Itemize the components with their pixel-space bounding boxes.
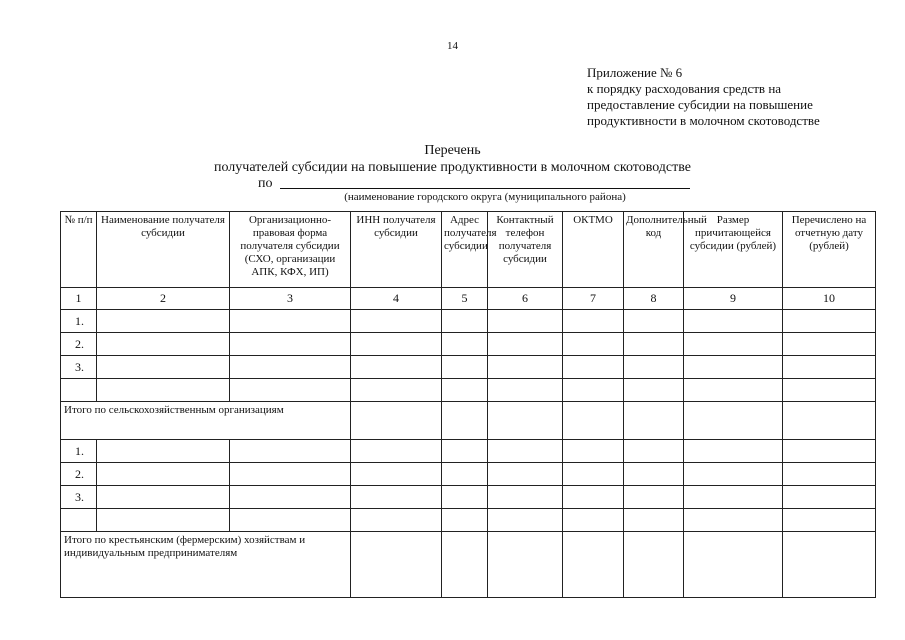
region-caption: (наименование городского округа (муниципального района) (344, 191, 626, 203)
column-number: 8 (624, 288, 684, 310)
col-header-phone: Контактный телефон получателя субсидии (488, 212, 563, 288)
col-header-subsidy-amount: Размер причитающейся субсидии (рублей) (684, 212, 783, 288)
appendix-line-4: продуктивности в молочном скотоводстве (587, 113, 820, 128)
column-number: 5 (442, 288, 488, 310)
appendix-block (587, 65, 820, 129)
row-number (61, 379, 97, 402)
row-number: 1. (61, 310, 97, 333)
region-fill-line (280, 188, 690, 189)
column-number: 2 (97, 288, 230, 310)
total-label-agricultural: Итого по сельскохозяйственным организациям (61, 402, 351, 440)
column-number: 10 (783, 288, 876, 310)
table-row (61, 463, 876, 486)
title-line-2: получателей субсидии на повышение продуктивности в молочном скотоводстве (213, 160, 691, 175)
row-number: 3. (61, 486, 97, 509)
document-title (0, 142, 905, 176)
column-number: 7 (563, 288, 624, 310)
region-prefix: по (258, 176, 273, 191)
column-number: 3 (230, 288, 351, 310)
total-label-farmers: Итого по крестьянским (фермерским) хозяйствам и индивидуальным предпринимателям (61, 532, 351, 598)
table-row (61, 486, 876, 509)
col-header-transferred: Перечислено на отчетную дату (рублей) (783, 212, 876, 288)
total-row-agricultural (61, 402, 876, 440)
column-number: 9 (684, 288, 783, 310)
column-number-row (61, 288, 876, 310)
column-number: 6 (488, 288, 563, 310)
table-row (61, 356, 876, 379)
row-number: 1. (61, 440, 97, 463)
col-header-address: Адрес получателя субсидии (442, 212, 488, 288)
table-row (61, 333, 876, 356)
row-number: 3. (61, 356, 97, 379)
appendix-line-1: Приложение № 6 (587, 65, 683, 80)
row-number (61, 509, 97, 532)
column-number: 4 (351, 288, 442, 310)
col-header-additional-code: Дополнительный код (624, 212, 684, 288)
total-row-farmers (61, 532, 876, 598)
table-row (61, 440, 876, 463)
col-header-oktmo: ОКТМО (563, 212, 624, 288)
table-row (61, 509, 876, 532)
page-number: 14 (447, 40, 458, 52)
appendix-line-2: к порядку расходования средств на (587, 81, 782, 96)
recipients-table (60, 211, 876, 598)
row-number: 2. (61, 333, 97, 356)
col-header-name: Наименование получателя субсидии (97, 212, 230, 288)
col-header-legal-form: Организационно-правовая форма получателя субсидии (СХО, организации АПК, КФХ, ИП) (230, 212, 351, 288)
title-line-1: Перечень (424, 143, 481, 158)
table-header-row (61, 212, 876, 288)
appendix-line-3: предоставление субсидии на повышение (587, 97, 813, 112)
column-number: 1 (61, 288, 97, 310)
table-row (61, 310, 876, 333)
row-number: 2. (61, 463, 97, 486)
col-header-inn: ИНН получателя субсидии (351, 212, 442, 288)
table-row (61, 379, 876, 402)
col-header-number: № п/п (61, 212, 97, 288)
